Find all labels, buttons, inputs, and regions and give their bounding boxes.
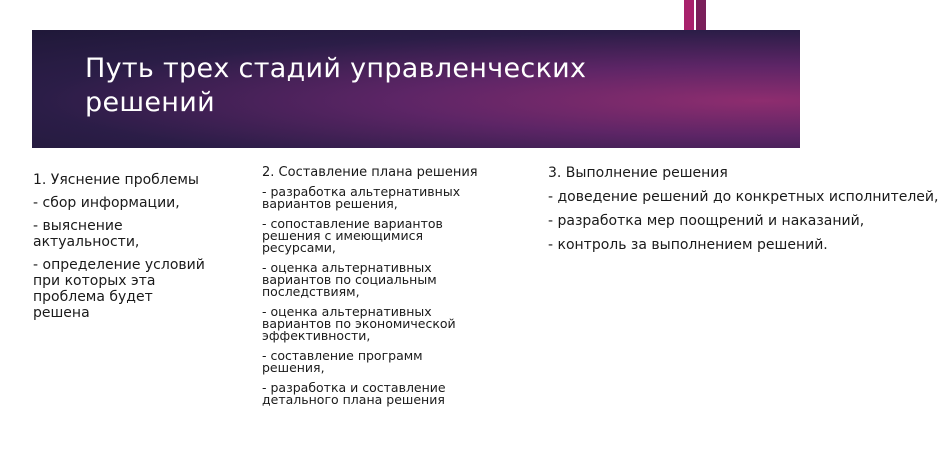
stage-1-item: - определение условий при которых эта проблема будет решена: [33, 257, 205, 321]
stage-3-item: - разработка мер поощрений и наказаний,: [548, 213, 865, 229]
stage-1-item: - выяснение актуальности,: [33, 218, 140, 250]
stage-2-item: - сопоставление вариантов решения с имеющимися ресурсами,: [262, 216, 443, 255]
stage-2-item: - оценка альтернативных вариантов по экономической эффективности,: [262, 304, 456, 343]
stage-1-item: - сбор информации,: [33, 195, 180, 211]
stage-2-column: [262, 165, 527, 414]
stage-3-item: - доведение решений до конкретных исполнителей,: [548, 189, 938, 205]
stage-2-item: - составление программ решения,: [262, 348, 423, 375]
stage-2-item: - разработка и составление детального плана решения: [262, 380, 446, 407]
stage-1-header: 1. Уяснение проблемы: [33, 172, 199, 188]
stage-2-item: - оценка альтернативных вариантов по социальным последствиям,: [262, 260, 437, 299]
accent-bar-1: [684, 0, 694, 30]
stage-3-column: [548, 165, 938, 253]
stage-2-header: 2. Составление плана решения: [262, 165, 478, 180]
stage-3-item: - контроль за выполнением решений.: [548, 237, 828, 253]
stage-1-column: [33, 165, 248, 321]
accent-bar-2: [696, 0, 706, 30]
stage-2-item: - разработка альтернативных вариантов решения,: [262, 184, 461, 211]
slide-title: Путь трех стадий управленческих решений: [85, 53, 587, 118]
stage-3-header: 3. Выполнение решения: [548, 165, 728, 181]
